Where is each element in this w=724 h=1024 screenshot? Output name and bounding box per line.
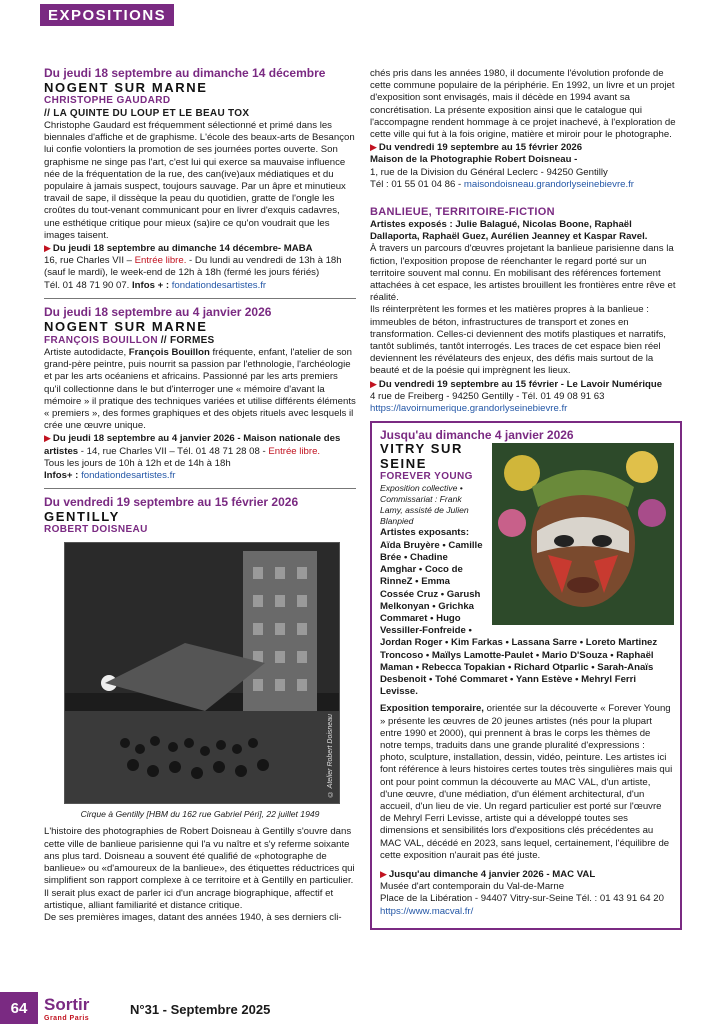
info-link[interactable]: maisondoisneau.grandorlyseinebievre.fr (463, 178, 634, 190)
arrow-icon: ▶ (44, 433, 51, 444)
section-header (40, 4, 174, 26)
arrow-icon: ▶ (370, 378, 377, 389)
event-place: NOGENT SUR MARNE (44, 80, 208, 95)
logo-subtext: Grand Paris (44, 1015, 90, 1022)
event-body: Christophe Gaudard est fréquemment sélectionné et primé dans les biennales d'affiche et de graphisme. L'école des beaux-arts de Besançon lui confie volontiers la promotion de ses journées portes ouverte. Son graphisme ne singe pas l'art, c'est lui qui exerce sa mauvaise influence née de la fréquentation de la rue, des can(ive)aux médiatiques et du populaire à jamais suspect, toujours sauvage. Par un âpre et minutieux travail de sape, il dissèque la peau du quotidien, gratte de l'ongle les croûtes du tout-venant communicant pour en livrer d'exquis cadavres, une esthétique critique pour mieux (sa)ire ce qu'on voudrait que les images taisent. (44, 120, 355, 241)
artists-list: Aïda Bruyère • Camille Brée • Chadine Amghar • Coco de RinneZ • Emma Cossée Cruz • Garush Melkonyan • Grichka Commaret • Hugo Vessiller-Fonfreide • Jordan Roger • Kim Farkas • Lassana Sarre • Loreto Martinez Troncoso • Maïlys Lamotte-Paulet • Mario D'Souza • Raphaël Maman • Rebecca Topakian • Richard Otparlic • Sarah-Anaïs Desbenoit • Tohé Commaret • Yann Estève • Mehryl Ferri Levisse. (380, 539, 658, 698)
event-body: À travers un parcours d'œuvres projetant la banlieue parisienne dans la fiction, l'exposition propose de réenchanter le regard porté sur un territoire souvent mal connu. En mobilisant des références fortement attachées à cet espace, les artistes brouillent les frontières entre rêve et réalité. (370, 243, 676, 304)
event-address: 16, rue Charles VII – (44, 255, 135, 267)
event-info-date: Du jeudi 18 septembre au 4 janvier 2026 - Maison nationale des artistes (44, 433, 341, 457)
event-address: 4 rue de Freiberg - 94250 Gentilly - Tél. 01 49 08 91 63 (370, 390, 605, 402)
event-body: orientée sur la découverte « Forever Young » présente les œuvres de 20 jeunes artistes (nés pour la plupart entre 1990 et 2000), qui prennent à bras le corps les thèmes de notre temps, traduits dans une grande pluralité d'expressions : photo, sculpture, installation, dessin, vidéo, peinture. Les artistes ici font référence à leurs histoires certes toutes très singulières mais qui ont pour point commun la découverte au MAC VAL, d'un artiste, d'une œuvre, d'une médiation, d'un élément architectural, d'un accueil, d'un lieu de vie. Un regard particulier est porté sur l'œuvre de Mehryl Ferri Levisse, artiste qui a développé toutes ses dimensions et sensibilités lors d'expositions clés précédentes au MAC VAL, décédé en 2023, sans lequel, certainement, l'équilibre de cette exposition n'aurait pas été juste. (380, 703, 673, 861)
event-bouillon (44, 298, 356, 482)
event-venue: Musée d'art contemporain du Val-de-Marne (380, 881, 565, 893)
event-place: NOGENT SUR MARNE (44, 318, 208, 334)
event-artists: Artistes exposés : Julie Balagué, Nicolas Boone, Raphaël Dallaporta, Raphaël Guez, Aurélien Jeanney et Kaspar Ravel. (370, 219, 648, 243)
left-column (44, 66, 356, 924)
event-banlieue (370, 199, 682, 415)
event-info-date: Du vendredi 19 septembre au 15 février 2026 (378, 142, 583, 154)
arrow-icon: ▶ (370, 142, 377, 153)
photo-caption: Cirque à Gentilly [HBM du 162 rue Gabriel Péri], 22 juillet 1949 (80, 809, 320, 820)
right-column (370, 68, 682, 930)
event-phone: Tél : 01 55 01 04 86 - (370, 178, 464, 190)
event-info-date: Jusqu'au dimanche 4 janvier 2026 - MAC VAL (388, 868, 596, 880)
event-info-date: Du vendredi 19 septembre au 15 février - Le Lavoir Numérique (378, 378, 663, 390)
event-body-name: François Bouillon (128, 347, 210, 359)
event-hours: - Du lundi au vendredi de 13h à 18h (sauf le mardi), le week-end de 12h à 18h (fermé les jours fériés) (44, 255, 342, 279)
event-phone: Tél. 01 48 71 90 07. (44, 279, 130, 291)
artists-label: Artistes exposants: (380, 527, 470, 539)
event-artist: ROBERT DOISNEAU (44, 524, 148, 536)
event-date: Du jeudi 18 septembre au dimanche 14 décembre (44, 66, 326, 80)
page-number: 64 (0, 992, 38, 1024)
info-link[interactable]: https://lavoirnumerique.grandorlyseinebievre.fr (370, 403, 568, 415)
event-date: Du vendredi 19 septembre au 15 février 2026 (44, 495, 299, 510)
info-label: Infos + : (132, 279, 170, 291)
circus-photo-art (65, 543, 340, 804)
event-gaudard (44, 66, 356, 292)
event-meta: Exposition collective • Commissariat : Frank Lamy, assisté de Julien Blanpied (380, 483, 469, 527)
event-artist: FRANÇOIS BOUILLON (44, 334, 159, 346)
event-date: Du jeudi 18 septembre au 4 janvier 2026 (44, 304, 272, 319)
arrow-icon: ▶ (44, 243, 51, 254)
event-address: 1, rue de la Division du Général Leclerc - 94250 Gentilly (370, 166, 608, 178)
issue-label: N°31 - Septembre 2025 (130, 1002, 271, 1017)
event-title: BANLIEUE, TERRITOIRE-FICTION (370, 206, 555, 219)
event-venue: Maison de la Photographie Robert Doisneau - (370, 154, 578, 166)
event-body-intro: Artiste autodidacte, (44, 347, 129, 359)
info-label: Infos+ : (44, 470, 79, 482)
event-hours: Tous les jours de 10h à 12h et de 14h à 18h (44, 457, 231, 469)
event-body-lead: Exposition temporaire, (380, 703, 484, 715)
entry-free: Entrée libre. (268, 445, 321, 457)
event-place: VITRY SUR SEINE (380, 441, 464, 472)
event-body: fréquente, enfant, l'atelier de son grand-père peintre, puis nourrit sa passion par l'ethnologie, l'archéologie et par les arts océaniens et africains. Passionné par les arts premiers qu'il collectionne dans le but d'interroger une « mémoire d'avant la mémoire » il pratique des techniques variées et utilise différents éléments « premiers », des formes graphiques et des objets rituels avec lesquels il crée une œuvre unique. (44, 347, 356, 432)
event-artist: CHRISTOPHE GAUDARD (44, 95, 171, 106)
event-body-continued: chés pris dans les années 1980, il documente l'évolution profonde de cette commune populaire de la périphérie. En 1992, un livre et un projet d'exposition sont envisagés, mais il décède en 1994 avant sa concrétisation. La présente exposition ainsi que le catalogue qui l'accompagne rendent hommage à ce projet inachevé, à l'exploration de cette ville qui fut à la fois origine, matière et miroir pour le photographe. (370, 68, 676, 141)
event-date: Jusqu'au dimanche 4 janvier 2026 (380, 428, 574, 443)
event-artist: FOREVER YOUNG (380, 471, 473, 483)
magazine-logo (44, 995, 90, 1024)
event-subtitle: // LA QUINTE DU LOUP ET LE BEAU TOX (44, 108, 250, 119)
photo-credit: © Atelier Robert Doisneau (326, 714, 334, 798)
info-link[interactable]: fondationdesartistes.fr (81, 470, 176, 482)
info-link[interactable]: https://www.macval.fr/ (380, 905, 474, 917)
arrow-icon: ▶ (380, 868, 387, 879)
event-place: GENTILLY (44, 509, 120, 525)
section-title: EXPOSITIONS (48, 6, 167, 24)
logo-text: Sortir (44, 995, 90, 1014)
event-address: Place de la Libération - 94407 Vitry-sur-Seine Tél. : 01 43 91 64 20 (380, 893, 664, 905)
event-subtitle: // FORMES (160, 334, 215, 346)
event-doisneau (44, 488, 356, 924)
event-body-2: De ses premières images, datant des années 1940, à ses derniers cli- (44, 911, 342, 923)
info-link[interactable]: fondationdesartistes.fr (171, 279, 267, 291)
circus-photo (64, 542, 340, 804)
event-body-2: Ils réinterprètent les formes et les matières propres à la banlieue : immeubles de béton, infrastructures de transport et zones en transformation. Celles-ci deviennent des motifs plastiques et narratifs, tantôt sublimés, tantôt interrogés. Les traces de cet espace bien réel deviennent les révélateurs des enjeux, des défis mais surtout de la beauté et de la poésie qui imprègnent les lieux. (370, 304, 666, 377)
event-body: L'histoire des photographies de Robert Doisneau à Gentilly s'ouvre dans cette ville de banlieue parisienne qui l'a vu naître et s'y referme soixante ans plus tard. Doisneau a souvent été qualifié de «photographe de banlieue» ou «d'amoureux de la banlieue», des étiquettes réductrices qui simplifient son rapport complexe à ce territoire et à Gentilly en particulier. Il serait plus exact de parler ici d'un ancrage biographique, affectif et artistique, alliant familiarité et distance critique. (44, 826, 355, 911)
event-info-date: Du jeudi 18 septembre au dimanche 14 décembre- MABA (52, 243, 313, 255)
portrait-art (492, 443, 674, 625)
forever-young-image (492, 443, 674, 625)
event-address: - 14, rue Charles VII – Tél. 01 48 71 28 08 - (78, 445, 269, 457)
entry-free: Entrée libre. (134, 255, 187, 267)
macval-box (370, 421, 682, 930)
